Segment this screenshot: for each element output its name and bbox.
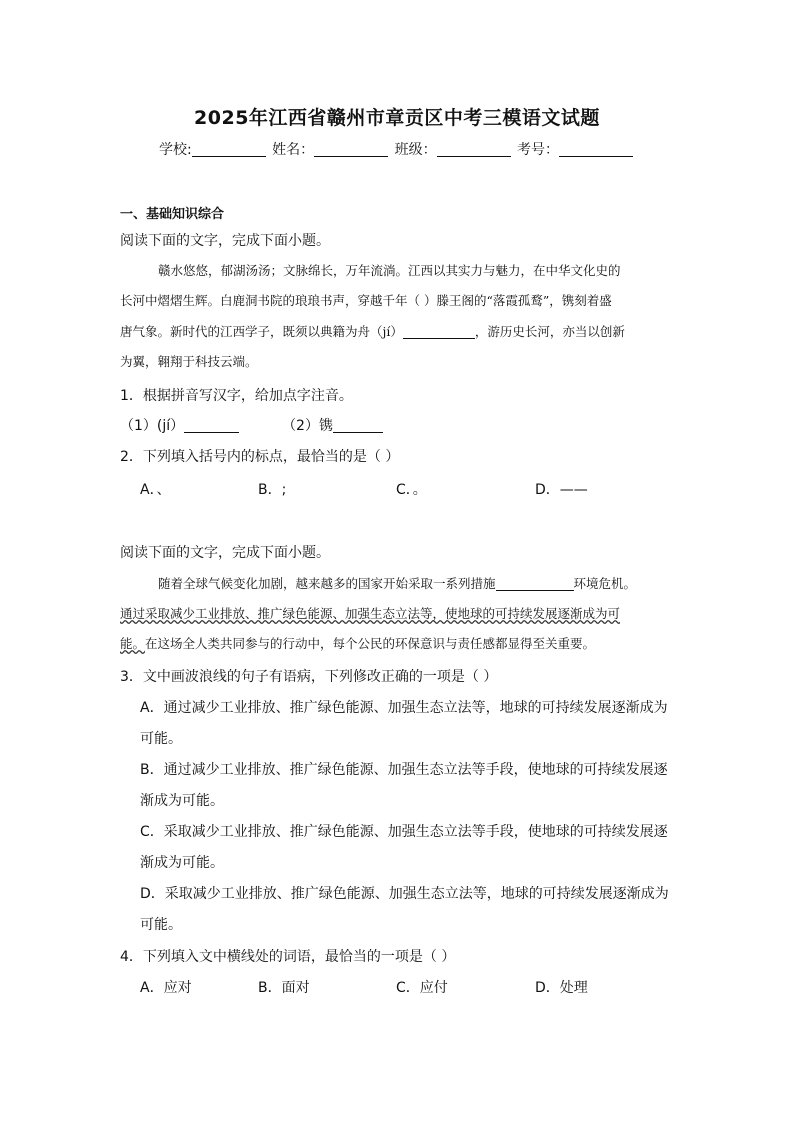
class-field[interactable] bbox=[437, 142, 511, 157]
q3-option-d-line2[interactable]: 可能。 bbox=[140, 917, 182, 933]
exam-title: 2025年江西省赣州市章贡区中考三模语文试题 bbox=[194, 107, 600, 129]
passage1-line3-b: ，游历史长河，亦当以创新 bbox=[474, 324, 625, 339]
q1-sub-b: （2）镌 bbox=[282, 418, 333, 434]
passage2-line3 bbox=[120, 634, 680, 652]
school-label: 学校: bbox=[158, 142, 192, 158]
question-1: 1．根据拼音写汉字，给加点字注音。 bbox=[120, 388, 353, 404]
q2-option-b[interactable]: B．; bbox=[258, 482, 287, 498]
question-3: 3．文中画波浪线的句子有语病，下列修改正确的一项是（ ） bbox=[120, 669, 498, 685]
passage2-line2-wrap bbox=[120, 604, 680, 622]
q2-option-d[interactable]: D．—— bbox=[535, 482, 588, 498]
q3-option-a-line1[interactable]: A．通过减少工业排放、推广绿色能源、加强生态立法等，地球的可持续发展逐渐成为 bbox=[140, 700, 668, 716]
class-label: 班级： bbox=[394, 142, 437, 158]
q2-option-a[interactable]: A．、 bbox=[140, 482, 171, 498]
q3-option-c-line2[interactable]: 渐成为可能。 bbox=[140, 855, 224, 871]
q3-option-a-line2[interactable]: 可能。 bbox=[140, 731, 182, 747]
passage2-line3-b: 在这场全人类共同参与的行动中，每个公民的环保意识与责任感都显得至关重要。 bbox=[145, 636, 596, 651]
q4-option-c[interactable]: C．应付 bbox=[396, 980, 448, 996]
passage2-line3-a: 能。 bbox=[120, 636, 146, 651]
question-1-subitems bbox=[120, 415, 383, 435]
q3-option-b-line1[interactable]: B．通过减少工业排放、推广绿色能源、加强生态立法等手段，使地球的可持续发展逐 bbox=[140, 762, 668, 778]
passage2-line1 bbox=[158, 574, 718, 592]
name-label: 姓名： bbox=[272, 142, 315, 158]
passage2-line1-b: 环境危机。 bbox=[573, 576, 637, 591]
passage2-blank[interactable] bbox=[496, 577, 574, 591]
passage1-line3-a: 唐气象。新时代的江西学子，既须以典籍为舟（jí） bbox=[120, 324, 403, 339]
q3-option-c-line1[interactable]: C．采取减少工业排放、推广绿色能源、加强生态立法等手段，使地球的可持续发展逐 bbox=[140, 824, 668, 840]
passage2-line1-a: 随着全球气候变化加剧，越来越多的国家开始采取一系列措施 bbox=[158, 576, 496, 591]
name-field[interactable] bbox=[314, 142, 388, 157]
passage1-blank[interactable] bbox=[403, 325, 475, 339]
q4-option-b[interactable]: B．面对 bbox=[258, 980, 310, 996]
passage1-line2: 长河中熠熠生辉。白鹿洞书院的琅琅书声，穿越千年（ ）滕王阁的“落霞孤鹜”，镌刻着盛 bbox=[120, 293, 612, 308]
q2-option-c[interactable]: C．。 bbox=[396, 482, 427, 498]
q4-option-a[interactable]: A．应对 bbox=[140, 980, 192, 996]
q3-option-d-line1[interactable]: D．采取减少工业排放、推广绿色能源、加强生态立法等，地球的可持续发展逐渐成为 bbox=[140, 886, 669, 902]
q4-option-d[interactable]: D．处理 bbox=[535, 980, 588, 996]
question-4: 4．下列填入文中横线处的词语，最恰当的一项是（ ） bbox=[120, 949, 456, 965]
reading-instruction-1: 阅读下面的文字，完成下面小题。 bbox=[120, 233, 330, 249]
number-field[interactable] bbox=[559, 142, 633, 157]
q3-option-b-line2[interactable]: 渐成为可能。 bbox=[140, 793, 224, 809]
passage1-line3 bbox=[120, 322, 680, 340]
q1-sub-a: （1）(jí） bbox=[120, 418, 185, 434]
section-heading: 一、基础知识综合 bbox=[120, 207, 225, 222]
student-info-line bbox=[0, 139, 794, 159]
passage1-line1: 赣水悠悠，郁湖汤汤；文脉绵长，万年流淌。江西以其实力与魅力，在中华文化史的 bbox=[158, 263, 621, 278]
number-label: 考号： bbox=[517, 142, 560, 158]
school-field[interactable] bbox=[192, 142, 266, 157]
q1-blank-b[interactable] bbox=[333, 419, 383, 433]
reading-instruction-2: 阅读下面的文字，完成下面小题。 bbox=[120, 545, 330, 561]
question-2: 2．下列填入括号内的标点，最恰当的是（ ） bbox=[120, 449, 400, 465]
q1-blank-a[interactable] bbox=[184, 419, 239, 433]
passage1-line4: 为翼，翱翔于科技云端。 bbox=[120, 354, 258, 369]
passage2-line2: 通过采取减少工业排放、推广绿色能源、加强生态立法等，使地球的可持续发展逐渐成为可 bbox=[120, 606, 621, 621]
